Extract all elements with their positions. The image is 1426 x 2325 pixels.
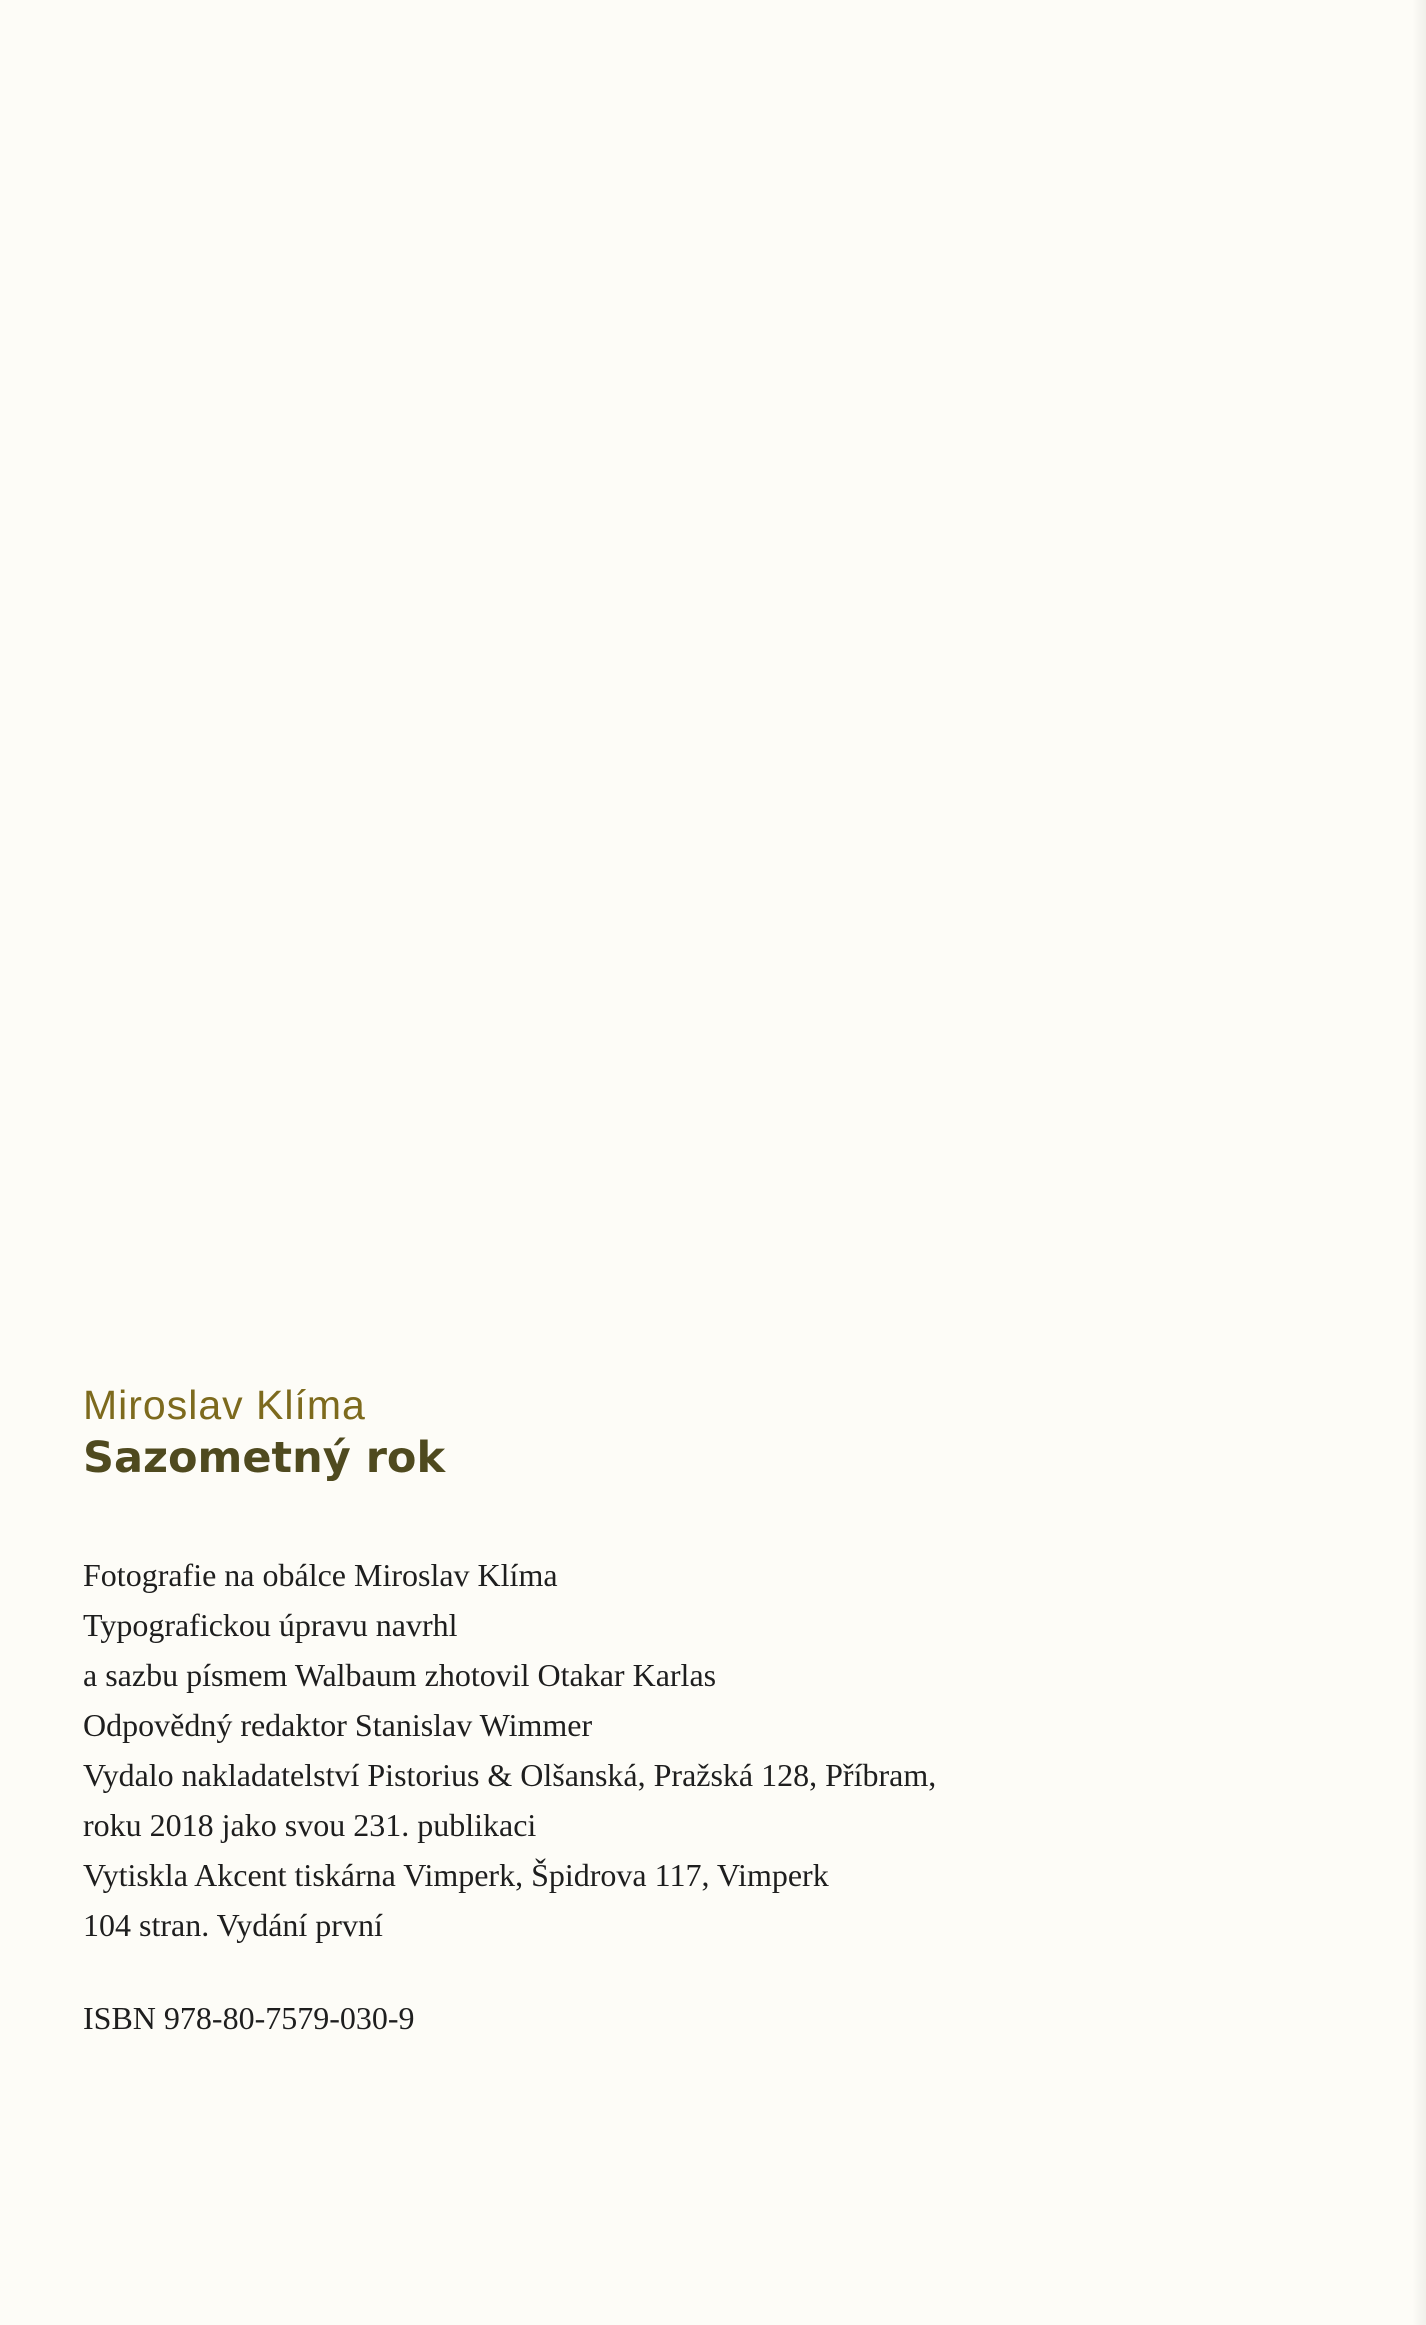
book-title: Sazometný rok <box>83 1433 446 1483</box>
credit-line-printer: Vytiskla Akcent tiskárna Vimperk, Špidrova 117, Vimperk <box>83 1857 829 1893</box>
credits-block <box>83 1550 1383 1950</box>
credit-line-typesetting: a sazbu písmem Walbaum zhotovil Otakar Karlas <box>83 1657 717 1693</box>
credit-line-publication-year: roku 2018 jako svou 231. publikaci <box>83 1807 537 1843</box>
credit-line-typography: Typografickou úpravu navrhl <box>83 1607 458 1643</box>
page-edge-shadow <box>1412 0 1426 2325</box>
credit-line-publisher: Vydalo nakladatelství Pistorius & Olšanská, Pražská 128, Příbram, <box>83 1757 937 1793</box>
credit-line-cover-photo: Fotografie na obálce Miroslav Klíma <box>83 1557 558 1593</box>
isbn: ISBN 978-80-7579-030-9 <box>83 2000 415 2036</box>
book-author: Miroslav Klíma <box>83 1382 366 1428</box>
colophon <box>83 1380 1383 2043</box>
credit-line-pages-edition: 104 stran. Vydání první <box>83 1907 383 1943</box>
credit-line-editor: Odpovědný redaktor Stanislav Wimmer <box>83 1707 593 1743</box>
